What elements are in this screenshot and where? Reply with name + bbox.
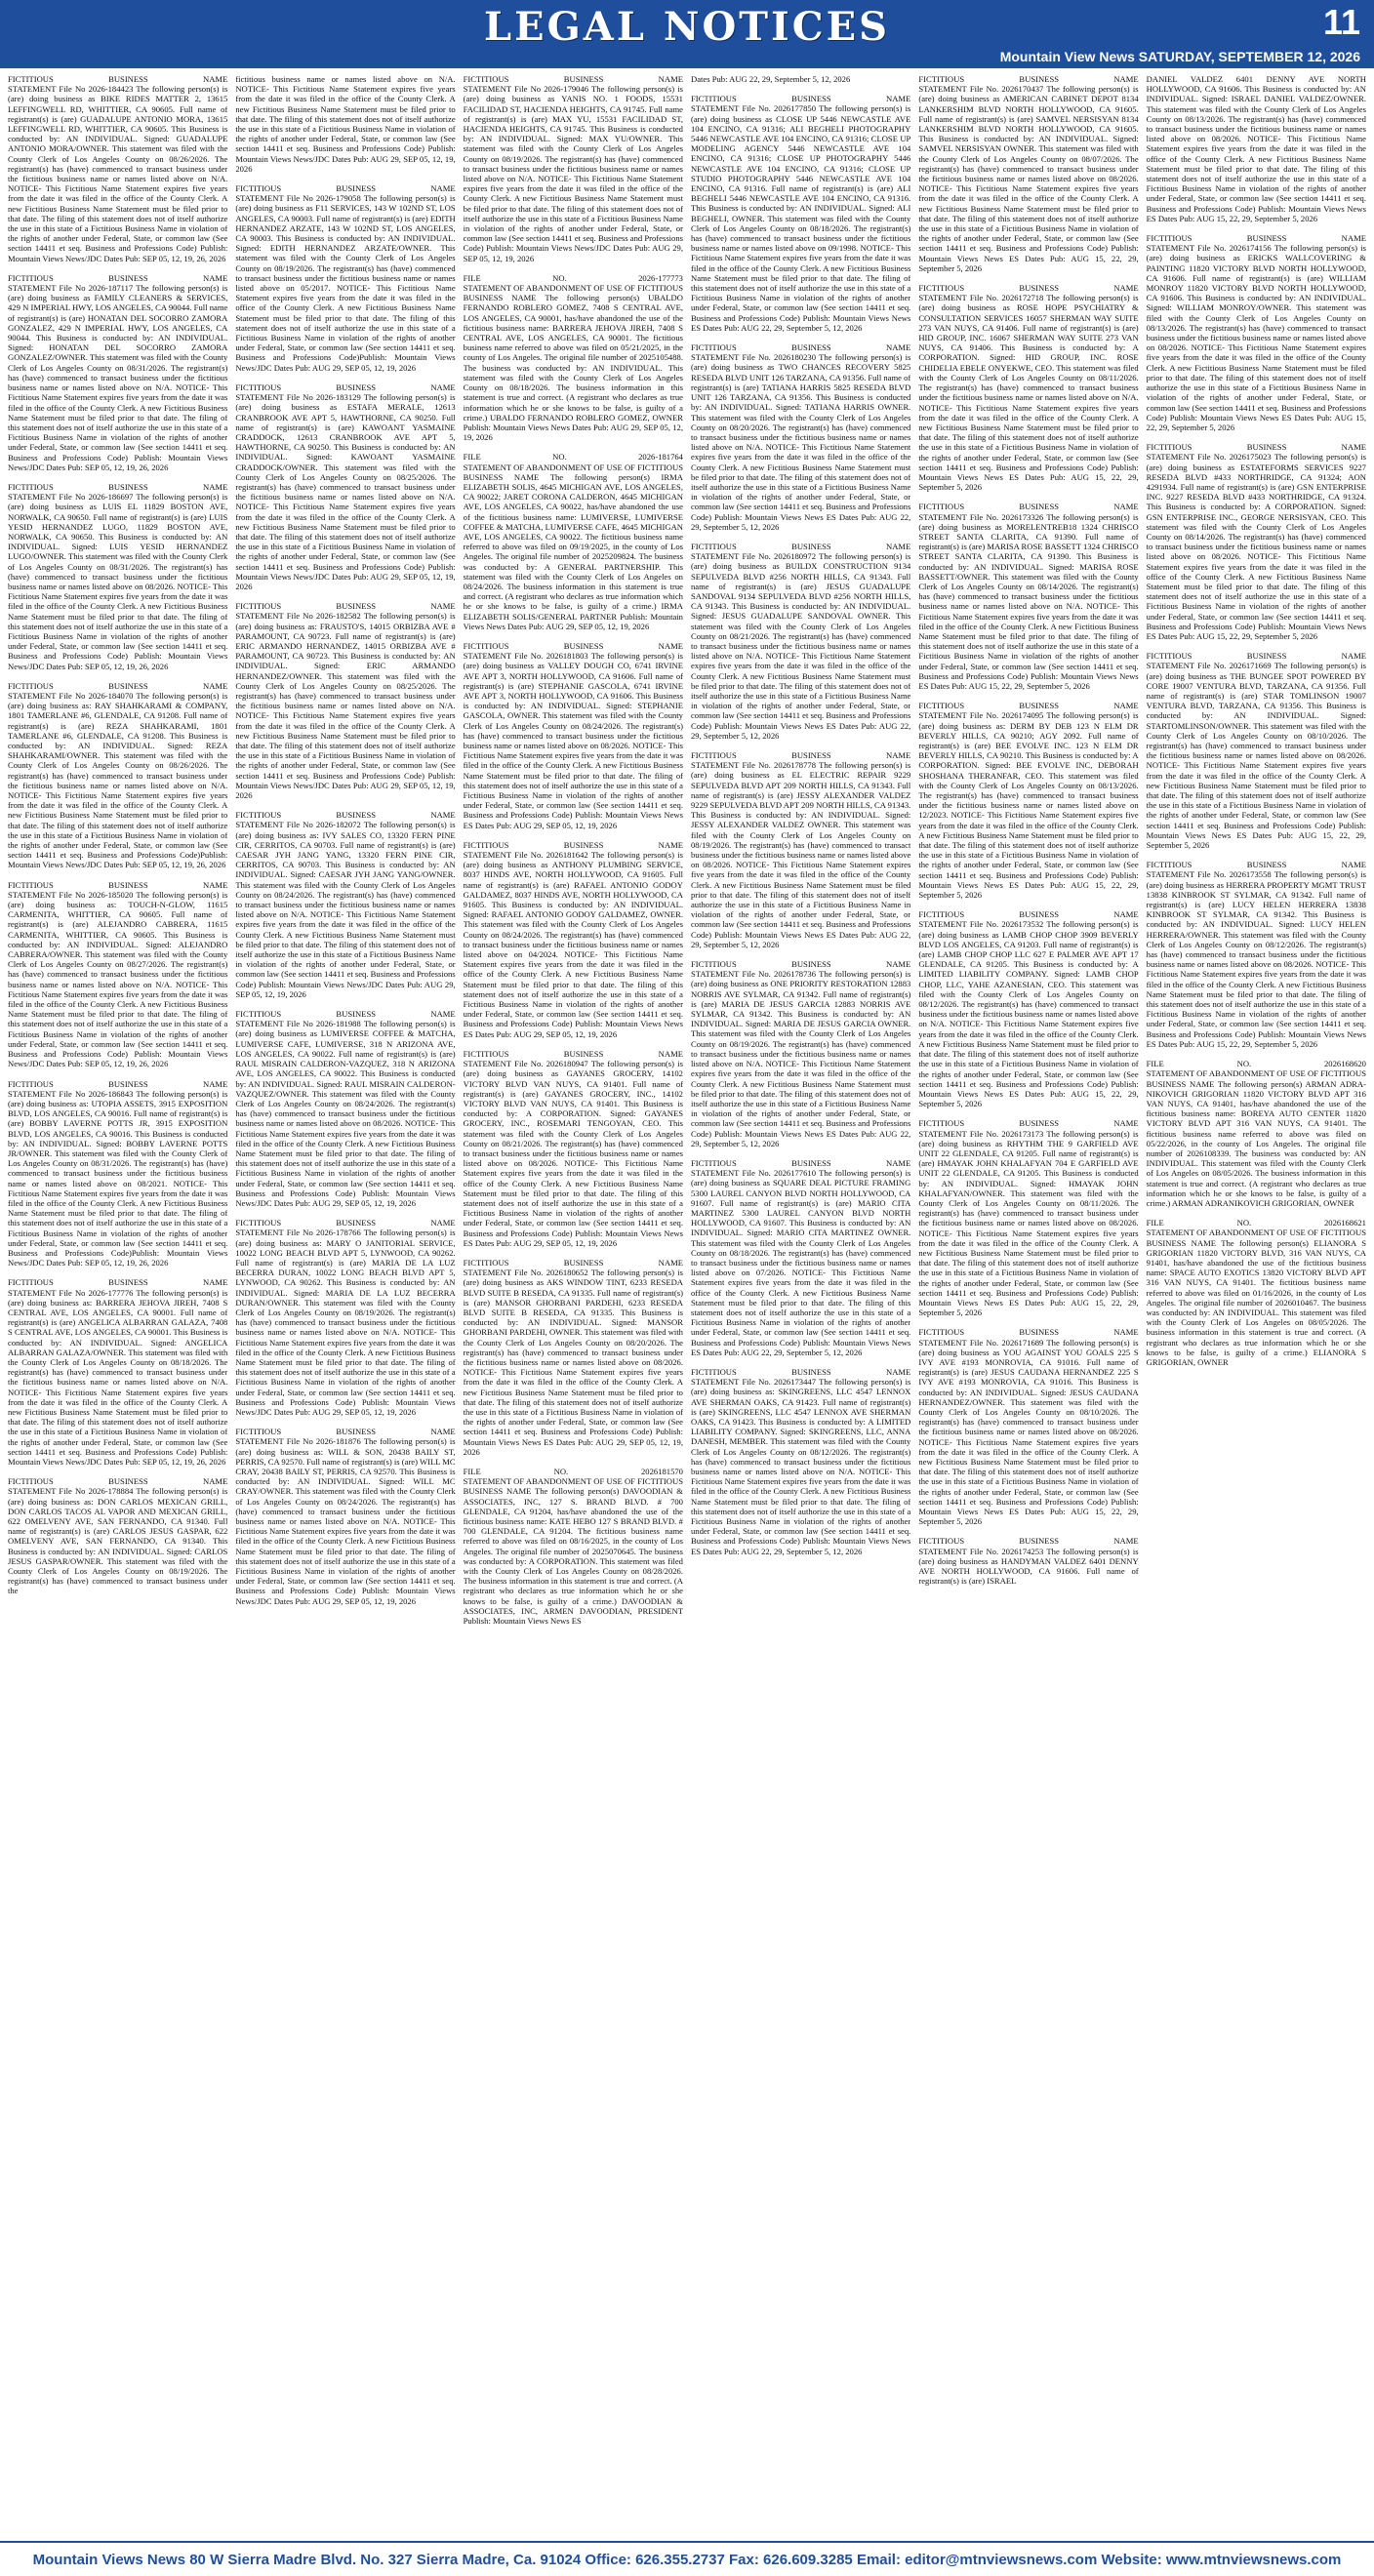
- notice-body: STATEMENT OF ABANDONMENT OF USE OF FICTITIOUS BUSINESS NAME The following person(s) IRMA ELIZABETH SOLIS, 4645 MICHIGAN AVE, LOS ANGELES, CA 90022; JARET CORONA CALDERON, 4645 MICHIGAN AVE, LOS ANGELES, CA 90022, has/have abandoned the use of the fictitious business name: LUMIVERSE, LUMIVERSE COFFEE & MATCHA, LUMIVERSE CAFE, 4645 MICHIGAN AVE, LOS ANGELES, CA 90022. The fictitious business name referred to above was filed on 09/19/2025, in the county of Los Angeles. The original file number of 2025209824. The business was conducted by: A GENERAL PARTNERSHIP. This statement was filed with the County Clerk of Los Angeles on 08/24/2026. The business information in this statement is true and correct. (A registrant who declares as true information which he or she knows to be false, is guilty of a crime.) IRMA ELIZABETH SOLIS/GENERAL PARTNER Publish: Mountain Views News Dates Pub: AUG 29, SEP 05, 12, 19, 2026: [463, 462, 683, 631]
- notice-body: STATEMENT File No. 2026174156 The following person(s) is (are) doing business as ERICKS WALLCOVERING & PAINTING 11820 VICTORY BLVD NORTH HOLLYWOOD, CA 91606. Full name of registrant(s) is (are) WILLIAM MONROY 11820 VICTORY BLVD NORTH HOLLYWOOD, CA 91606. This Business is conducted by: AN INDIVIDUAL. Signed: WILLIAM MONROY/OWNER. This statement was filed with the County Clerk of Los Angeles County on 08/13/2026. The registrant(s) has (have) commenced to transact business under the fictitious business name or names listed above on 08/2026. NOTICE- This Fictitious Name Statement expires five years from the date it was filed in the office of the County Clerk. A new Fictitious Business Name Statement must be filed prior to that date. The filing of this statement does not of itself authorize the use in this state of a Fictitious Business Name in violation of the rights of another under Federal, State, or common law (See section 14411 et seq. Business and Professions Code) Publish: Mountain Views News ES Dates Pub: AUG 15, 22, 29, September 5, 2026: [1146, 243, 1366, 432]
- masthead: [0, 0, 1374, 68]
- notice-body: STATEMENT File No. 2026181803 The following person(s) is (are) doing business as VALLEY DOUGH CO, 6741 IRVINE AVE APT 3, NORTH HOLLYWOOD, CA 91606. Full name of registrant(s) is (are) STEPHANIE GASCOLA, 6741 IRVINE AVE APT 3, NORTH HOLLYWOOD, CA 91606. This Business is conducted by: AN INDIVIDUAL. Signed: STEPHANIE GASCOLA, OWNER. This statement was filed with the County Clerk of Los Angeles County on 08/24/2026. The registrant(s) has (have) commenced to transact business under the fictitious business name or names listed above on 08/2026. NOTICE- This Fictitious Name Statement expires five years from the date it was filed in the office of the County Clerk. A new Fictitious Business Name Statement must be filed prior to that date. The filing of this statement does not of itself authorize the use in this state of a Fictitious Business Name in violation of the rights of another under Federal, State, or common law (See section 14411 et seq. Business and Professions Code) Publish: Mountain Views News ES Dates Pub: AUG 29, SEP 05, 12, 19, 2026: [463, 651, 683, 830]
- legal-notice: [8, 74, 227, 263]
- notice-column: [464, 74, 683, 2535]
- legal-notice: [1147, 233, 1366, 432]
- notice-body: STATEMENT File No 2026-184070 The following person(s) is (are) doing business as: RAY SHAHKARAMI & COMPANY, 1801 TAMERLANE #6, GLENDALE, CA 91208. Full name of registrant(s) is (are) REZA SHAHKARAMI, 1801 TAMERLANE #6, GLENDALE, CA 91208. This Business is conducted by: AN INDIVIDUAL. Signed: REZA SHAHKARAMI/OWNER. This statement was filed with the County Clerk of Los Angeles County on 08/26/2026. The registrant(s) has (have) commenced to transact business under the fictitious business name or names listed above on N/A. NOTICE- This Fictitious Name Statement expires five years from the date it was filed in the office of the County Clerk. A new Fictitious Business Name Statement must be filed prior to that date. The filing of this statement does not of itself authorize the use in this state of a Fictitious Business Name in violation of the rights of another under Federal, State, or common law (See section 14411 et seq. Business and Professions Code)Publish: Mountain Views News/JDC Dates Pub: SEP 05, 12, 19, 26, 2026: [8, 690, 228, 870]
- notice-body: STATEMENT File No 2026-185020 The following person(s) is (are) doing business as: TOUCH-N-GLOW, 11615 CARMENITA, WHITTIER, CA 90605. Full name of registrant(s) is (are) ALEJANDRO CABRERA, 11615 CARMENITA, WHITTIER, CA 90605. This Business is conducted by: AN INDIVIDUAL. Signed: ALEJANDRO CABRERA/OWNER. This statement was filed with the County Clerk of Los Angeles County on 08/27/2026. The registrant(s) has (have) commenced to transact business under the fictitious business name or names listed above on N/A. NOTICE- This Fictitious Name Statement expires five years from the date it was filed in the office of the County Clerk. A new Fictitious Business Name Statement must be filed prior to that date. The filing of this statement does not of itself authorize the use in this state of a Fictitious Business Name in violation of the rights of another under Federal, State, or common law (See section 14411 et seq. Business and Professions Code) Publish: Mountain Views News/JDC Dates Pub: SEP 05, 12, 19, 26, 2026: [8, 889, 228, 1069]
- legal-notice: [918, 701, 1138, 900]
- legal-notice: [464, 273, 683, 442]
- notice-body: STATEMENT File No. 2026172718 The following person(s) is (are) doing business as ROSE HOPE PSYCHIATRY & CONSULTATION SERVICES 16057 SHERMAN WAY SUITE 273 VAN NUYS, CA 91406. Full name of registrant(s) is (are) HID GROUP, INC. 16067 SHERMAN WAY SUITE 273 VAN NUYS, CA 91406. This Business is conducted by: A CORPORATION. Signed: HID GROUP, INC. ROSE CHIDELIA EBELE ONYEKWE, CEO. This statement was filed with the County Clerk of Los Angeles County on 08/11/2026. The registrant(s) has (have) commenced to transact business under the fictitious business name or names listed above on N/A. NOTICE- This Fictitious Name Statement expires five years from the date it was filed in the office of the County Clerk. A new Fictitious Business Name Statement must be filed prior to that date. The filing of this statement does not of itself authorize the use in this state of a Fictitious Business Name in violation of the rights of another under Federal, State, or common law (See section 14411 et seq. Business and Professions Code) Publish: Mountain Views News ES Dates Pub: AUG 15, 22, 29, September 5, 2026: [918, 293, 1139, 493]
- notice-body: STATEMENT File No. 2026180652 The following person(s) is (are) doing business as AKS WINDOW TINT, 6233 RESEDA BLVD SUITE B RESEDA, CA 91335. Full name of registrant(s) is (are) MANSOR GHORBANI PARDEHI, 6233 RESEDA BLVD SUITE B RESEDA, CA 91335. This Business is conducted by: AN INDIVIDUAL. Signed: MANSOR GHORBANI PARDEHI, OWNER. This statement was filed with the County Clerk of Los Angeles County on 08/20/2026. The registrant(s) has (have) commenced to transact business under the fictitious business name or names listed above on 08/2026. NOTICE- This Fictitious Name Statement expires five years from the date it was filed in the office of the County Clerk. A new Fictitious Business Name Statement must be filed prior to that date. The filing of this statement does not of itself authorize the use in this state of a Fictitious Business Name in violation of the rights of another under Federal, State, or common law (See section 14411 et seq. Business and Professions Code) Publish: Mountain Views News ES Dates Pub: AUG 29, SEP 05, 12, 19, 2026: [463, 1268, 683, 1457]
- notice-body: STATEMENT File No. 2026173558 The following person(s) is (are) doing business as HERRERA PROPERTY MGMT TRUST 13838 KINBROOK ST SYLMAR, CA 91342. Full name of registrant(s) is (are) LUCY HELEN HERRERA 13838 KINBROOK ST SYLMAR, CA 91342. This Business is conducted by: AN INDIVIDUAL. Signed: LUCY HELEN HERRERA/OWNER. This statement was filed with the County Clerk of Los Angeles County on 08/12/2026. The registrant(s) has (have) commenced to transact business under the fictitious business name or names listed above on 08/2026. NOTICE- This Fictitious Name Statement expires five years from the date it was filed in the office of the County Clerk. A new Fictitious Business Name Statement must be filed prior to that date. The filing of this statement does not of itself authorize the use in this state of a Fictitious Business Name in violation of the rights of another under Federal, State, or common law (See section 14411 et seq. Business and Professions Code) Publish: Mountain Views News ES Dates Pub: AUG 15, 22, 29, September 5, 2026: [1146, 869, 1366, 1049]
- notice-heading: FILE NO. 2026181570: [463, 1467, 683, 1477]
- notice-body: STATEMENT File No. 2026170437 The following person(s) is (are) doing business as AMERICAN CABINET DEPOT 8134 LANKERSHIM BLVD NORTH HOLLYWOOD, CA 91605. Full name of registrant(s) is (are) SAMVEL NERSISYAN 8134 LANKERSHIM BLVD NORTH HOLLYWOOD, CA 91605. This Business is conducted by: AN INDIVIDUAL. Signed: SAMVEL NERSISYAN OWNER. This statement was filed with the County Clerk of Los Angeles County on 08/07/2026. The registrant(s) has (have) commenced to transact business under the fictitious business name or names listed above on 08/2026. NOTICE- This Fictitious Name Statement expires five years from the date it was filed in the office of the County Clerk. A new Fictitious Business Name Statement must be filed prior to that date. The filing of this statement does not of itself authorize the use in this state of a Fictitious Business Name in violation of the rights of another under Federal, State, or common law (See section 14411 et seq. Business and Professions Code) Publish: Mountain Views News ES Dates Pub: AUG 15, 22, 29, September 5, 2026: [918, 84, 1139, 273]
- notice-body: STATEMENT File No. 2026175023 The following person(s) is (are) doing business as ESTATEFORMS SERVICES 9227 RESEDA BLVD #433 NORTHRIDGE, CA 91324; AON 4291934. Full name of registrant(s) is (are) GSN ENTERPRISE INC. 9227 RESEDA BLVD #433 NORTHRIDGE, CA 91324. This Business is conducted by: A CORPORATION. Signed: GSN ENTERPRISE INC., GEORGE NERSISYAN, CEO. This statement was filed with the County Clerk of Los Angeles County on 08/14/2026. The registrant(s) has (have) commenced to transact business under the fictitious business name or names listed above on 08/2026. NOTICE- This Fictitious Name Statement expires five years from the date it was filed in the office of the County Clerk. A new Fictitious Business Name Statement must be filed prior to that date. The filing of this statement does not of itself authorize the use in this state of a Fictitious Business Name in violation of the rights of another under Federal, State, or common law (See section 14411 et seq. Business and Professions Code) Publish: Mountain Views News ES Dates Pub: AUG 15, 22, 29, September 5, 2026: [1146, 452, 1366, 641]
- legal-notice: [8, 273, 227, 472]
- notice-heading: FICTITIOUS BUSINESS NAME: [690, 94, 911, 104]
- notice-body: STATEMENT File No. 2026180972 The following person(s) is (are) doing business as BUILDX CONSTRUCTION 9134 SEPULVEDA BLVD #256 NORTH HILLS, CA 91343. Full name of registrant(s) is (are) JESUS GUADALUPE SANDOVAL 9134 SEPULVEDA BLVD #256 NORTH HILLS, CA 91343. This Business is conducted by: AN INDIVIDUAL. Signed: JESUS GUADALUPE SANDOVAL OWNER. This statement was filed with the County Clerk of Los Angeles County on 08/21/2026. The registrant(s) has (have) commenced to transact business under the fictitious business name or names listed above on N/A. NOTICE- This Fictitious Name Statement expires five years from the date it was filed in the office of the County Clerk. A new Fictitious Business Name Statement must be filed prior to that date. The filing of this statement does not of itself authorize the use in this state of a Fictitious Business Name in violation of the rights of another under Federal, State, or common law (See section 14411 et seq. Business and Professions Code) Publish: Mountain Views News ES Dates Pub: AUG 22, 29, September 5, 12, 2026: [690, 551, 911, 741]
- legal-notice: [235, 74, 455, 174]
- notice-heading: FICTITIOUS BUSINESS NAME: [918, 502, 1139, 512]
- legal-notice: [8, 1277, 227, 1467]
- legal-notice: [8, 880, 227, 1069]
- notice-body: fictitious business name or names listed above on N/A. NOTICE- This Fictitious Name Statement expires five years from the date it was filed in the office of the County Clerk. A new Fictitious Business Name Statement must be filed prior to that date. The filing of this statement does not of itself authorize the use in this state of a Fictitious Business Name in violation of the rights of another under Federal, State, or common law (See section 14411 et seq. Business and Professions Code) Publish: Mountain Views News/JDC Dates Pub: AUG 29, SEP 05, 12, 19, 2026: [235, 74, 456, 174]
- notice-body: STATEMENT File No. 2026174253 The following person(s) is (are) doing business as HANDYMAN VALDEZ 6401 DENNY AVE NORTH HOLLYWOOD, CA 91606. Full name of registrant(s) is (are) ISRAEL: [918, 1546, 1139, 1587]
- notice-column: [691, 74, 910, 2535]
- legal-notice: [464, 840, 683, 1039]
- notice-body: STATEMENT File No. 2026173173 The following person(s) is (are) doing business as RHYTHM THE 9 GARFIELD AVE UNIT 22 GLENDALE, CA 91205. Full name of registrant(s) is (are) HMAYAK JOHN KHALAFYAN 704 E GARFIELD AVE UNIT 22 GLENDALE, CA 91205. This Business is conducted by: AN INDIVIDUAL. Signed: HMAYAK JOHN KHALAFYAN/OWNER. This statement was filed with the County Clerk of Los Angeles County on 08/11/2026. The registrant(s) has (have) commenced to transact business under the fictitious business name or names listed above on 08/2026. NOTICE- This Fictitious Name Statement expires five years from the date it was filed in the office of the County Clerk. A new Fictitious Business Name Statement must be filed prior to that date. The filing of this statement does not of itself authorize the use in this state of a Fictitious Business Name in violation of the rights of another under Federal, State, or common law (See section 14411 et seq. Business and Professions Code) Publish: Mountain Views News ES Dates Pub: AUG 15, 22, 29, September 5, 2026: [918, 1128, 1139, 1318]
- notice-body: STATEMENT File No 2026-187117 The following person(s) is (are) doing business as FAMILY CLEANERS & SERVICES, 429 N IMPERIAL HWY, LOS ANGELES, CA 90044. Full name of registrant(s) is (are) HONATAN DEL SOCORRO ZAMORA GONZALEZ, 429 N IMPERIAL HWY, LOS ANGELES, CA 90044. This Business is conducted by: AN INDIVIDUAL. Signed: HONATAN DEL SOCORRO ZAMORA GONZALEZ/OWNER. This statement was filed with the County Clerk of Los Angeles County on 08/31/2026. The registrant(s) has (have) commenced to transact business under the fictitious business name or names listed above on N/A. NOTICE- This Fictitious Name Statement expires five years from the date it was filed in the office of the County Clerk. A new Fictitious Business Name Statement must be filed prior to that date. The filing of this statement does not of itself authorize the use in this state of a Fictitious Business Name in violation of the rights of another under Federal, State, or common law (See section 14411 et seq. Business and Professions Code) Publish: Mountain Views News/JDC Dates Pub: SEP 05, 12, 19, 26, 2026: [8, 283, 228, 472]
- notice-heading: FICTITIOUS BUSINESS NAME: [235, 601, 456, 612]
- legal-notice: [1147, 1218, 1366, 1367]
- notice-body: STATEMENT File No. 2026171669 The following person(s) is (are) doing business as THE BUNGEE SPOT POWERED BY CORE 19007 VENTURA BLVD, TARZANA, CA 91356. Full name of registrant(s) is (are) STAR TOMLINSON 19007 VENTURA BLVD, TARZANA, CA 91356. This Business is conducted by: AN INDIVIDUAL. Signed: STARTOMLINSON/OWNER. This statement was filed with the County Clerk of Los Angeles County on 08/10/2026. The registrant(s) has (have) commenced to transact business under the fictitious business name or names listed above on 08/2026. NOTICE- This Fictitious Name Statement expires five years from the date it was filed in the office of the County Clerk. A new Fictitious Business Name Statement must be filed prior to that date. The filing of this statement does not of itself authorize the use in this state of a Fictitious Business Name in violation of the rights of another under Federal, State, or common law (See section 14411 et seq. Business and Professions Code) Publish: Mountain Views News ES Dates Pub: AUG 15, 22, 29, September 5, 2026: [1146, 661, 1366, 851]
- notice-body: STATEMENT OF ABANDONMENT OF USE OF FICTITIOUS BUSINESS NAME The following person(s) ELIANORA S GRIGORIAN 11820 VICTORY BLVD, 316 VAN NUYS, CA 91401, has/have abandoned the use of the fictitious business name: SPACE AUTO EXOTICS 13820 VICTORY BLVD APT 316 VAN NUYS, CA 91401. The fictitious business name referred to above was filed on 01/16/2026, in the county of Los Angeles. The original file number of 2026010467. The business was conducted by: AN INDIVIDUAL. This statement was filed with the County Clerk of Los Angeles on 08/05/2026. The business information in this statement is true and correct. (A registrant who declares as true information which he or she knows to be false, is guilty of a crime.) ELIANORA S GRIGORIAN, OWNER: [1146, 1228, 1366, 1367]
- legal-notice: [464, 74, 683, 263]
- notice-column: [1147, 74, 1366, 2535]
- notice-heading: FILE NO. 2026168620: [1146, 1059, 1366, 1069]
- legal-notice: [235, 1218, 455, 1417]
- legal-notice: [1147, 651, 1366, 850]
- notice-body: STATEMENT File No 2026-186843 The following person(s) is (are) doing business as: UTOPIA ASSETS, 3915 EXPOSITION BLVD, LOS ANGELES, CA 90016. Full name of registrant(s) is (are) BOBBY LAVERNE POTTS JR, 3915 EXPOSITION BLVD, LOS ANGELES, CA 90016. This Business is conducted by: AN INDIVIDUAL. Signed: BOBBY LAVERNE POTTS JR/OWNER. This statement was filed with the County Clerk of Los Angeles County on 08/31/2026. The registrant(s) has (have) commenced to transact business under the fictitious business name or names listed above on 08/2021. NOTICE- This Fictitious Name Statement expires five years from the date it was filed in the office of the County Clerk. A new Fictitious Business Name Statement must be filed prior to that date. The filing of this statement does not of itself authorize the use in this state of a Fictitious Business Name in violation of the rights of another under Federal, State, or common law (See section 14411 et seq. Business and Professions Code)Publish: Mountain Views News/JDC Dates Pub: SEP 05, 12, 19, 26, 2026: [8, 1088, 228, 1268]
- notice-body: STATEMENT File No 2026-184423 The following person(s) is (are) doing business as BIKE RIDES MATTER 2, 13615 LEFFINGWELL RD, WHITTIER, CA 90605. Full name of registrant(s) is (are) GUADALUPE ANTONIO MORA, 13615 LEFFINGWELL RD, WHITTIER, CA 90605. This Business is conducted by: AN INDIVIDUAL. Signed: GUADALUPE ANTONIO MORA/OWNER. This statement was filed with the County Clerk of Los Angeles County on 08/26/2026. The registrant(s) has (have) commenced to transact business under the fictitious business name or names listed above on N/A. NOTICE- This Fictitious Name Statement expires five years from the date it was filed in the office of the County Clerk. A new Fictitious Business Name Statement must be filed prior to that date. The filing of this statement does not of itself authorize the use in this state of a Fictitious Business Name in violation of the rights of another under Federal, State, or common law (See section 14411 et seq. Business and Professions Code) Publish: Mountain Views News/JDC Dates Pub: SEP 05, 12, 19, 26, 2026: [8, 84, 228, 263]
- notice-heading: FICTITIOUS BUSINESS NAME: [235, 382, 456, 392]
- notice-body: STATEMENT File No. 2026177850 The following person(s) is (are) doing business as CLOSE UP 5446 NEWCASTLE AVE 104 ENCINO, CA 91316; ALI BEGHELI PHOTOGRAPHY 5446 NEWCASTLE AVE 104 ENCINO, CA 91316; CLOSE UP MODELING AGENCY 5446 NEWCASTLE AVE 104 ENCINO, CA 91316; CLOSE UP PHOTOGRAPHY 5446 NEWCASTLE AVE 104 ENCINO, CA 91316; CLOSE UP STUDIO PHOTOGRAPHY 5446 NEWCASTLE AVE 104 ENCINO, CA 91316. Full name of registrant(s) is (are) ALI BEGHELI 5446 NEWCASTLE AVE 104 ENCINO, CA 91316. This Business is conducted by: AN INDIVIDUAL. Signed: ALI BEGHELI, OWNER. This statement was filed with the County Clerk of Los Angeles County on 08/18/2026. The registrant(s) has (have) commenced to transact business under the fictitious business name or names listed above on 09/1998. NOTICE- This Fictitious Name Statement expires five years from the date it was filed in the office of the County Clerk. A new Fictitious Business Name Statement must be filed prior to that date. The filing of this statement does not of itself authorize the use in this state of a Fictitious Business Name in violation of the rights of another under Federal, State, or common law (See section 14411 et seq. Business and Professions Code) Publish: Mountain Views News ES Dates Pub: AUG 22, 29, September 5, 12, 2026: [690, 103, 911, 333]
- notice-column: [235, 74, 455, 2535]
- notice-heading: FICTITIOUS BUSINESS NAME: [1146, 233, 1366, 244]
- notice-heading: FICTITIOUS BUSINESS NAME: [8, 680, 228, 691]
- legal-notice: [235, 810, 455, 999]
- legal-notice: [918, 502, 1138, 691]
- notice-heading: FICTITIOUS BUSINESS NAME: [8, 1476, 228, 1487]
- legal-notice: [1147, 860, 1366, 1049]
- notice-body: STATEMENT File No 2026-177776 The following person(s) is (are) doing business as: BARRERA JEHOVA JIREH, 7408 S CENTRAL AVE, LOS ANGELES, CA 90001. Full name of registrant(s) is (are) ANGELICA ALBARRAN GALAZA, 7408 S CENTRAL AVE, LOS ANGELES, CA 90001. This Business is conducted by: AN INDIVIDUAL. Signed: ANGELICA ALBARRAN GALAZA/OWNER. This statement was filed with the County Clerk of Los Angeles County on 08/18/2026. The registrant(s) has (have) commenced to transact business under the fictitious business name or names listed above on N/A. NOTICE- This Fictitious Name Statement expires five years from the date it was filed in the office of the County Clerk. A new Fictitious Business Name Statement must be filed prior to that date. The filing of this statement does not of itself authorize the use in this state of a Fictitious Business Name in violation of the rights of another under Federal, State, or common law (See section 14411 et seq. Business and Professions Code) Publish: Mountain Views News/JDC Dates Pub: SEP 05, 12, 19, 26, 2026: [8, 1287, 228, 1468]
- legal-notice: [1147, 442, 1366, 641]
- notice-columns: [8, 74, 1366, 2535]
- masthead-dateline: Mountain View News SATURDAY, SEPTEMBER 12, 2026: [999, 49, 1360, 64]
- notice-body: STATEMENT File No. 2026178736 The following person(s) is (are) doing business as ONE PRIORITY RESTORATION 12883 NORRIS AVE SYLMAR, CA 91342. Full name of registrant(s) is (are) MARIA DE JESUS GARCIA 12883 NORRIS AVE SYLMAR, CA 91342. This Business is conducted by: AN INDIVIDUAL. Signed: MARIA DE JESUS GARCIA OWNER. This statement was filed with the County Clerk of Los Angeles County on 08/19/2026. The registrant(s) has (have) commenced to transact business under the fictitious business name or names listed above on N/A. NOTICE- This Fictitious Name Statement expires five years from the date it was filed in the office of the County Clerk. A new Fictitious Business Name Statement must be filed prior to that date. The filing of this statement does not of itself authorize the use in this state of a Fictitious Business Name in violation of the rights of another under Federal, State, or common law (See section 14411 et seq. Business and Professions Code) Publish: Mountain Views News ES Dates Pub: AUG 22, 29, September 5, 12, 2026: [690, 969, 911, 1148]
- notice-heading: FICTITIOUS BUSINESS NAME: [690, 959, 911, 970]
- legal-notice: [918, 1118, 1138, 1317]
- notice-heading: FICTITIOUS BUSINESS NAME: [235, 1009, 456, 1020]
- legal-notice: [691, 74, 910, 84]
- notice-body: STATEMENT File No 2026-178884 The following person(s) is (are) doing business as: DON CARLOS MEXICAN GRILL, DON CARLOS TACOS AL VAPOR AND MEXICAN GRILL, 622 OMELVENY AVE, SAN FERNANDO, CA 91340. Full name of registrant(s) is (are) CARLOS JESUS GASPAR, 622 OMELVENY AVE, SAN FERNANDO, CA 91340. This Business is conducted by: AN INDIVIDUAL. Signed: CARLOS JESUS GASPAR/OWNER. This statement was filed with the County Clerk of Los Angeles County on 08/19/2026. The registrant(s) has (have) commenced to transact business under the: [8, 1486, 228, 1596]
- notice-heading: FICTITIOUS BUSINESS NAME: [690, 1157, 911, 1168]
- legal-notice: [918, 74, 1138, 273]
- legal-notice: [235, 601, 455, 800]
- notice-heading: FICTITIOUS BUSINESS NAME: [918, 701, 1139, 711]
- notice-body: STATEMENT File No 2026-183129 The following person(s) is (are) doing business as ESTAFA MERALE, 12613 CRANBROOK AVE APT 5, HAWTHORNE, CA 90250. Full name of registrant(s) is (are) KAWOANT YASMAINE CRADDOCK, 12613 CRANBROOK AVE APT 5, HAWTHORNE, CA 90250. This Business is conducted by: AN INDIVIDUAL. Signed: KAWOANT YASMAINE CRADDOCK/OWNER. This statement was filed with the County Clerk of Los Angeles County on 08/25/2026. The registrant(s) has (have) commenced to transact business under the fictitious business name or names listed above on N/A. NOTICE- This Fictitious Name Statement expires five years from the date it was filed in the office of the County Clerk. A new Fictitious Business Name Statement must be filed prior to that date. The filing of this statement does not of itself authorize the use in this state of a Fictitious Business Name in violation of the rights of another under Federal, State, or common law (See section 14411 et seq. Business and Professions Code) Publish: Mountain Views News/JDC Dates Pub: AUG 29, SEP 05, 12, 19, 2026: [235, 392, 456, 591]
- legal-notice: [235, 1009, 455, 1208]
- notice-heading: FICTITIOUS BUSINESS NAME: [918, 1327, 1139, 1338]
- notice-heading: FICTITIOUS BUSINESS NAME: [235, 810, 456, 821]
- legal-notice: [235, 382, 455, 591]
- notice-heading: FICTITIOUS BUSINESS NAME: [690, 1366, 911, 1377]
- legal-notice: [691, 94, 910, 333]
- notice-body: STATEMENT File No. 2026173532 The following person(s) is (are) doing business as LAMB CHOP CHOP 3909 BEVERLY BLVD LOS ANGELES, CA 91203. Full name of registrant(s) is (are) LAMB CHOP CHOP LLC 627 E PALMER AVE APT 17 GLENDALE, CA 91205. This Business is conducted by: A LIMITED LIABILITY COMPANY. Signed: LAMB CHOP CHOP, LLC, YAHE AZANESIAN, CEO. This statement was filed with the County Clerk of Los Angeles County on 08/12/2026. The registrant(s) has (have) commenced to transact business under the fictitious business name or names listed above on N/A. NOTICE- This Fictitious Name Statement expires five years from the date it was filed in the office of the County Clerk. A new Fictitious Business Name Statement must be filed prior to that date. The filing of this statement does not of itself authorize the use in this state of a Fictitious Business Name in violation of the rights of another under Federal, State, or common law (See section 14411 et seq. Business and Professions Code) Publish: Mountain Views News ES Dates Pub: AUG 15, 22, 29, September 5, 2026: [918, 919, 1139, 1109]
- notice-heading: FILE NO. 2026-181764: [463, 452, 683, 463]
- notice-body: STATEMENT File No 2026-178766 The following person(s) is (are) doing business as: MARY O JANITORIAL SERVICE, 10022 LONG BEACH BLVD APT 5, LYNWOOD, CA 90262. Full name of registrant(s) is (are) MARIA DE LA LUZ BECERRA DURAN, 10022 LONG BEACH BLVD APT 5, LYNWOOD, CA 90262. This Business is conducted by: AN INDIVIDUAL. Signed: MARIA DE LA LUZ BECERRA DURAN/OWNER. This statement was filed with the County Clerk of Los Angeles County on 08/19/2026. The registrant(s) has (have) commenced to transact business under the fictitious business name or names listed above on N/A. NOTICE- This Fictitious Name Statement expires five years from the date it was filed in the office of the County Clerk. A new Fictitious Business Name Statement must be filed prior to that date. The filing of this statement does not of itself authorize the use in this state of a Fictitious Business Name in violation of the rights of another under Federal, State, or common law (See section 14411 et seq. Business and Professions Code) Publish: Mountain Views News/JDC Dates Pub: AUG 29, SEP 05, 12, 19, 2026: [235, 1228, 456, 1417]
- legal-notice: [464, 641, 683, 830]
- notice-body: Dates Pub: AUG 22, 29, September 5, 12, 2026: [690, 74, 851, 84]
- notice-heading: FICTITIOUS BUSINESS NAME: [1146, 860, 1366, 870]
- notice-heading: FICTITIOUS BUSINESS NAME: [8, 879, 228, 890]
- page-number: 11: [1322, 2, 1360, 42]
- legal-notice: [235, 1427, 455, 1606]
- notice-heading: FICTITIOUS BUSINESS NAME: [235, 1427, 456, 1437]
- notice-body: STATEMENT File No. 2026171689 The following person(s) is (are) doing business as YOU AGAINST YOU GOALS 225 S IVY AVE #193 MONROVIA, CA 91016. Full name of registrant(s) is (are) JESUS CAUDANA HERNANDEZ 225 S IVY AVE #193 MONROVIA, CA 91016. This Business is conducted by: AN INDIVIDUAL. Signed: JESUS CAUDANA HERNANDEZ/OWNER. This statement was filed with the County Clerk of Los Angeles County on 08/10/2026. The registrant(s) has (have) commenced to transact business under the fictitious business name or names listed above on 08/2026. NOTICE- This Fictitious Name Statement expires five years from the date it was filed in the office of the County Clerk. A new Fictitious Business Name Statement must be filed prior to that date. The filing of this statement does not of itself authorize the use in this state of a Fictitious Business Name in violation of the rights of another under Federal, State, or common law (See section 14411 et seq. Business and Professions Code) Publish: Mountain Views News ES Dates Pub: AUG 15, 22, 29, September 5, 2026: [918, 1337, 1139, 1527]
- notice-body: STATEMENT File No 2026-181876 The following person(s) is (are) doing business as: WILL & SON, 20438 BAILY ST, PERRIS, CA 92570. Full name of registrant(s) is (are) WILL MC CRAY, 20438 BAILY ST, PERRIS, CA 92570. This Business is conducted by: AN INDIVIDUAL. Signed: WILL MC CRAY/OWNER. This statement was filed with the County Clerk of Los Angeles County on 08/24/2026. The registrant(s) has (have) commenced to transact business under the fictitious business name or names listed above on N/A. NOTICE- This Fictitious Name Statement expires five years from the date it was filed in the office of the County Clerk. A new Fictitious Business Name Statement must be filed prior to that date. The filing of this statement does not of itself authorize the use in this state of a Fictitious Business Name in violation of the rights of another under Federal, State, or common law (See section 14411 et seq. Business and Professions Code) Publish: Mountain Views News/JDC Dates Pub: AUG 29, SEP 05, 12, 19, 2026: [235, 1436, 456, 1606]
- legal-notice: [691, 750, 910, 949]
- legal-notice: [464, 452, 683, 631]
- notice-heading: FICTITIOUS BUSINESS NAME: [918, 1118, 1139, 1129]
- notice-body: STATEMENT File No. 2026180947 The following person(s) is (are) doing business as GAYANES GROCERY, 14102 VICTORY BLVD VAN NUYS, CA 91401. Full name of registrant(s) is (are) GAYANES GROCERY, INC., 14102 VICTORY BLVD VAN NUYS, CA 91401. This Business is conducted by: A CORPORATION. Signed: GAYANES GROCERY, INC., ROSEMARI TENGOYAN, CEO. This statement was filed with the County Clerk of Los Angeles County on 08/21/2026. The registrant(s) has (have) commenced to transact business under the fictitious business name or names listed above on 08/2026. NOTICE- This Fictitious Name Statement expires five years from the date it was filed in the office of the County Clerk. A new Fictitious Business Name Statement must be filed prior to that date. The filing of this statement does not of itself authorize the use in this state of a Fictitious Business Name in violation of the rights of another under Federal, State, or common law (See section 14411 et seq. Business and Professions Code) Publish: Mountain Views News ES Dates Pub: AUG 29, SEP 05, 12, 19, 2026: [463, 1059, 683, 1248]
- notice-body: STATEMENT File No. 2026178778 The following person(s) is (are) doing business as EL ELECTRIC REPAIR 9229 SEPULVEDA BLVD APT 209 NORTH HILLS, CA 91343. Full name of registrant(s) is (are) JESSY ALEXANDER VALDEZ 9229 SEPULVEDA BLVD APT 209 NORTH HILLS, CA 91343. This Business is conducted by: AN INDIVIDUAL. Signed: JESSY ALEXANDER VALDEZ OWNER. This statement was filed with the County Clerk of Los Angeles County on 08/19/2026. The registrant(s) has (have) commenced to transact business under the fictitious business name or names listed above on 08/2026. NOTICE- This Fictitious Name Statement expires five years from the date it was filed in the office of the County Clerk. A new Fictitious Business Name Statement must be filed prior to that date. The filing of this statement does not of itself authorize the use in this state of a Fictitious Business Name in violation of the rights of another under Federal, State, or common law (See section 14411 et seq. Business and Professions Code) Publish: Mountain Views News ES Dates Pub: AUG 22, 29, September 5, 12, 2026: [690, 760, 911, 949]
- notice-column: [8, 74, 227, 2535]
- notice-heading: FICTITIOUS BUSINESS NAME: [8, 1277, 228, 1288]
- notice-body: STATEMENT File No 2026-182582 The following person(s) is (are) doing business as: FRAUSTO'S, 14015 ORBIZBA AVE # PARAMOUNT, CA 90723. Full name of registrant(s) is (are) ERIC ARMANDO HERNANDEZ, 14015 ORBIZBA AVE # PARAMOUNT, CA 90723. This Business is conducted by: AN INDIVIDUAL. Signed: ERIC ARMANDO HERNANDEZ/OWNER. This statement was filed with the County Clerk of Los Angeles County on 08/25/2026. The registrant(s) has (have) commenced to transact business under the fictitious business name or names listed above on N/A. NOTICE- This Fictitious Name Statement expires five years from the date it was filed in the office of the County Clerk. A new Fictitious Business Name Statement must be filed prior to that date. The filing of this statement does not of itself authorize the use in this state of a Fictitious Business Name in violation of the rights of another under Federal, State, or common law (See section 14411 et seq. Business and Professions Code) Publish: Mountain Views News/JDC Dates Pub: AUG 29, SEP 05, 12, 19, 2026: [235, 611, 456, 801]
- legal-notice: [8, 681, 227, 870]
- legal-notice: [691, 1158, 910, 1357]
- notice-heading: FICTITIOUS BUSINESS NAME: [463, 640, 683, 651]
- notice-heading: FICTITIOUS BUSINESS NAME: [8, 272, 228, 283]
- legal-notice: [691, 342, 910, 532]
- notice-heading: FILE NO. 2026-177773: [463, 272, 683, 283]
- notice-heading: FICTITIOUS BUSINESS NAME: [463, 1257, 683, 1268]
- notice-body: DANIEL VALDEZ 6401 DENNY AVE NORTH HOLLYWOOD, CA 91606. This Business is conducted by: AN INDIVIDUAL. Signed: ISRAEL DANIEL VALDEZ/OWNER. This statement was filed with the County Clerk of Los Angeles County on 08/13/2026. The registrant(s) has (have) commenced to transact business under the fictitious business name or names listed above on 08/2026. NOTICE- This Fictitious Name Statement expires five years from the date it was filed in the office of the County Clerk. A new Fictitious Business Name Statement must be filed prior to that date. The filing of this statement does not of itself authorize the use in this state of a Fictitious Business Name in violation of the rights of another under Federal, State, or common law (See section 14411 et seq. Business and Professions Code) Publish: Mountain Views News ES Dates Pub: AUG 15, 22, 29, September 5, 2026: [1146, 74, 1366, 223]
- notice-body: STATEMENT File No. 2026177610 The following person(s) is (are) doing business as SQUARE DEAL PICTURE FRAMING 5300 LAUREL CANYON BLVD NORTH HOLLYWOOD, CA 91607. Full name of registrant(s) is (are) MARIO CITA MARTINEZ 5300 LAUREL CANYON BLVD NORTH HOLLYWOOD, CA 91607. This Business is conducted by: AN INDIVIDUAL. Signed: MARIO CITA MARTINEZ OWNER. This statement was filed with the County Clerk of Los Angeles County on 08/18/2026. The registrant(s) has (have) commenced to transact business under the fictitious business name or names listed above on 07/2026. NOTICE- This Fictitious Name Statement expires five years from the date it was filed in the office of the County Clerk. A new Fictitious Business Name Statement must be filed prior to that date. The filing of this statement does not of itself authorize the use in this state of a Fictitious Business Name in violation of the rights of another under Federal, State, or common law (See section 14411 et seq. Business and Professions Code) Publish: Mountain Views News ES Dates Pub: AUG 22, 29, September 5, 12, 2026: [690, 1168, 911, 1357]
- footer-contact-line: Mountain Views News 80 W Sierra Madre Blvd. No. 327 Sierra Madre, Ca. 91024 Office: 626.355.2737 Fax: 626.609.3285 Email: editor@mtnviewsnews.com Website: www.mtnviewsnews.com: [0, 2541, 1374, 2576]
- legal-notice: [8, 1476, 227, 1595]
- notice-body: STATEMENT OF ABANDONMENT OF USE OF FICTITIOUS BUSINESS NAME The following person(s) UBALDO FERNANDO ROBLERO GOMEZ, 7408 S CENTRAL AVE, LOS ANGELES, CA 90001, has/have abandoned the use of the fictitious business name: BARRERA JEHOVA JIREH, 7408 S CENTRAL AVE, LOS ANGELES, CA 90001. The fictitious business name referred to above was filed on 05/21/2025, in the county of Los Angeles. The original file number of 2025105488. The business was conducted by: AN INDIVIDUAL. This statement was filed with the County Clerk of Los Angeles County on 08/18/2026. The business information in this statement is true and correct. (A registrant who declares as true information which he or she knows to be false, is guilty of a crime.) UBALDO FERNANDO ROBLERO GOMEZ, OWNER Publish: Mountain Views News Dates Pub: AUG 29, SEP 05, 12, 19, 2026: [463, 283, 683, 443]
- notice-column: [918, 74, 1138, 2535]
- legal-notice: [464, 1258, 683, 1457]
- notice-heading: FICTITIOUS BUSINESS NAME: [918, 74, 1139, 84]
- notice-body: STATEMENT File No. 2026180230 The following person(s) is (are) doing business as TWO CHANCES RECOVERY 5825 RESEDA BLVD UNIT 126 TARZANA, CA 91356. Full name of registrant(s) is (are) TATIANA HARRIS 5825 RESEDA BLVD UNIT 126 TARZANA, CA 91356. This Business is conducted by: AN INDIVIDUAL. Signed: TATIANA HARRIS OWNER. This statement was filed with the County Clerk of Los Angeles County on 08/20/2026. The registrant(s) has (have) commenced to transact business under the fictitious business name or names listed above on N/A. NOTICE- This Fictitious Name Statement expires five years from the date it was filed in the office of the County Clerk. A new Fictitious Business Name Statement must be filed prior to that date. The filing of this statement does not of itself authorize the use in this state of a Fictitious Business Name in violation of the rights of another under Federal, State, or common law (See section 14411 et seq. Business and Professions Code) Publish: Mountain Views News ES Dates Pub: AUG 22, 29, September 5, 12, 2026: [690, 352, 911, 532]
- notice-heading: FICTITIOUS BUSINESS NAME: [918, 909, 1139, 920]
- legal-notice: [1147, 74, 1366, 223]
- notice-heading: FICTITIOUS BUSINESS NAME: [1146, 442, 1366, 453]
- notice-heading: FICTITIOUS BUSINESS NAME: [690, 750, 911, 760]
- notice-body: STATEMENT File No 2026-179046 The following person(s) is (are) doing business as YANIS NO. 1 FOODS, 15531 FACILIDAD ST, HACIENDA HEIGHTS, CA 91745. Full name of registrant(s) is (are) MAX YU, 15531 FACILIDAD ST, HACIENDA HEIGHTS, CA 91745. This Business is conducted by: AN INDIVIDUAL. Signed: MAX YU/OWNER. This statement was filed with the County Clerk of Los Angeles County on 08/19/2026. The registrant(s) has (have) commenced to transact business under the fictitious business name or names listed above on N/A. NOTICE- This Fictitious Name Statement expires five years from the date it was filed in the office of the County Clerk. A new Fictitious Business Name Statement must be filed prior to that date. The filing of this statement does not of itself authorize the use in this state of a Fictitious Business Name in violation of the rights of another under Federal, State, or common law (See section 14411 et seq. Business and Professions Code) Publish: Mountain Views News/JDC Dates Pub: AUG 29, SEP 05, 12, 19, 2026: [463, 84, 683, 263]
- notice-heading: FICTITIOUS BUSINESS NAME: [690, 342, 911, 353]
- legal-notice: [918, 909, 1138, 1108]
- notice-body: STATEMENT File No 2026-182072 The following person(s) is (are) doing business as: IVY SALES CO, 13320 FERN PINE CIR, CERRITOS, CA 90703. Full name of registrant(s) is (are) CAESAR JYH JANG YANG, 13320 FERN PINE CIR, CERRITOS, CA 90703. This Business is conducted by: AN INDIVIDUAL. Signed: CAESAR JYH JANG YANG/OWNER. This statement was filed with the County Clerk of Los Angeles County on 08/24/2026. The registrant(s) has (have) commenced to transact business under the fictitious business name or names listed above on N/A. NOTICE- This Fictitious Name Statement expires five years from the date it was filed in the office of the County Clerk. A new Fictitious Business Name Statement must be filed prior to that date. The filing of this statement does not of itself authorize the use in this state of a Fictitious Business Name in violation of the rights of another under Federal, State, or common law (See section 14411 et seq. Business and Professions Code) Publish: Mountain Views News/JDC Dates Pub: AUG 29, SEP 05, 12, 19, 2026: [235, 820, 456, 999]
- notice-body: STATEMENT File No 2026-186697 The following person(s) is (are) doing business as LUIS EL 11829 BOSTON AVE, NORWALK, CA 90650. Full name of registrant(s) is (are) LUIS YESID HERNANDEZ LUGO, 11829 BOSTON AVE, NORWALK, CA 90650. This Business is conducted by: AN INDIVIDUAL. Signed: LUIS YESID HERNANDEZ LUGO/OWNER. This statement was filed with the County Clerk of Los Angeles County on 08/31/2026. The registrant(s) has (have) commenced to transact business under the fictitious business name or names listed above on 08/2026. NOTICE- This Fictitious Name Statement expires five years from the date it was filed in the office of the County Clerk. A new Fictitious Business Name Statement must be filed prior to that date. The filing of this statement does not of itself authorize the use in this state of a Fictitious Business Name in violation of the rights of another under Federal, State, or common law (See section 14411 et seq. Business and Professions Code) Publish: Mountain Views News/JDC Dates Pub: SEP 05, 12, 19, 26, 2026: [8, 492, 228, 671]
- masthead-title: LEGAL NOTICES: [484, 4, 890, 50]
- legal-notice: [8, 1079, 227, 1268]
- legal-notice: [691, 959, 910, 1148]
- notice-heading: FICTITIOUS BUSINESS NAME: [8, 1078, 228, 1089]
- legal-notice: [8, 482, 227, 671]
- notice-body: STATEMENT OF ABANDONMENT OF USE OF FICTITIOUS BUSINESS NAME The following person(s) DAVOODIAN & ASSOCIATES, INC, 127 S. BRAND BLVD. # 700 GLENDALE, CA 91204, has/have abandoned the use of the fictitious business name: KATE HEBO 127 S BRAND BLVD. # 700 GLENDALE, CA 91204. The fictitious business name referred to above was filed on 08/16/2025, in the county of Los Angeles. The original file number of 2025070645. The business was conducted by: A CORPORATION. This statement was filed with the County Clerk of Los Angeles County on 08/28/2026. The business information in this statement is true and correct. (A registrant who declares as true information which he or she knows to be false, is guilty of a crime.) DAVOODIAN & ASSOCIATES, INC, ARMEN DAVOODIAN, PRESIDENT Publish: Mountain Views News ES: [463, 1476, 683, 1627]
- legal-notice: [691, 542, 910, 741]
- notice-body: STATEMENT OF ABANDONMENT OF USE OF FICTITIOUS BUSINESS NAME The following person(s) ARMAN ADRA-NIKOVICH GRIGORIAN 11820 VICTORY BLVD APT 316 VAN NUYS, CA 91401, has/have abandoned the use of the fictitious business name: BOREYA AUTO CENTER 11820 VICTORY BLVD APT 316 VAN NUYS, CA 91401. The fictitious business name referred to above was filed on 05/22/2026, in the county of Los Angeles. The original file number of 2026108339. The business was conducted by: AN INDIVIDUAL. This statement was filed with the County Clerk of Los Angeles on 08/05/2026. The business information in this statement is true and correct. (A registrant who declares as true information which he or she knows to be false, is guilty of a crime.) ARMAN ADRANIKOVICH GRIGORIAN, OWNER: [1146, 1068, 1366, 1208]
- legal-notice: [1147, 1059, 1366, 1208]
- notice-heading: FICTITIOUS BUSINESS NAME: [918, 1536, 1139, 1547]
- notice-heading: FILE NO. 2026168621: [1146, 1218, 1366, 1228]
- legal-notice: [464, 1467, 683, 1626]
- notice-heading: FICTITIOUS BUSINESS NAME: [463, 74, 683, 84]
- notice-heading: FICTITIOUS BUSINESS NAME: [690, 541, 911, 551]
- notice-body: STATEMENT File No. 2026173326 The following person(s) is (are) doing business as MORELENTREB18 1324 CHRISCO STREET SANTA CLARITA, CA 91390. Full name of registrant(s) is (are) MARISA ROSE BASSETT 1324 CHRISCO STREET SANTA CLARITA, CA 91390. This Business is conducted by: AN INDIVIDUAL. Signed: MARISA ROSE BASSETT/OWNER. This statement was filed with the County Clerk of Los Angeles County on 08/14/2026. The registrant(s) has (have) commenced to transact business under the fictitious business name or names listed above on N/A. NOTICE- This Fictitious Name Statement expires five years from the date it was filed in the office of the County Clerk. A new Fictitious Business Name Statement must be filed prior to that date. The filing of this statement does not of itself authorize the use in this state of a Fictitious Business Name in violation of the rights of another under Federal, State, or common law (See section 14411 et seq. Business and Professions Code) Publish: Mountain Views News ES Dates Pub: AUG 15, 22, 29, September 5, 2026: [918, 511, 1139, 691]
- notice-heading: FICTITIOUS BUSINESS NAME: [8, 74, 228, 84]
- notice-body: STATEMENT File No. 2026181642 The following person(s) is (are) doing business as ANTHONY PLUMBING SERVICE, 8037 HINDS AVE, NORTH HOLLYWOOD, CA 91605. Full name of registrant(s) is (are) RAFAEL ANTONIO GODOY GALDAMEZ, 8037 HINDS AVE, NORTH HOLLYWOOD, CA 91605. This Business is conducted by: AN INDIVIDUAL. Signed: RAFAEL ANTONIO GODOY GALDAMEZ, OWNER. This statement was filed with the County Clerk of Los Angeles County on 08/24/2026. The registrant(s) has (have) commenced to transact business under the fictitious business name or names listed above on 04/2024. NOTICE- This Fictitious Name Statement expires five years from the date it was filed in the office of the County Clerk. A new Fictitious Business Name Statement must be filed prior to that date. The filing of this statement does not of itself authorize the use in this state of a Fictitious Business Name in violation of the rights of another under Federal, State, or common law (See section 14411 et seq. Business and Professions Code) Publish: Mountain Views News ES Dates Pub: AUG 29, SEP 05, 12, 19, 2026: [463, 850, 683, 1039]
- notice-heading: FICTITIOUS BUSINESS NAME: [235, 1218, 456, 1228]
- notice-body: STATEMENT File No. 2026174095 The following person(s) is (are) doing business as: DERM BY DEB 123 N ELM DR BEVERLY HILLS, CA 90210; AGY 2092. Full name of registrant(s) is (are) BEE EVOLVE INC. 123 N ELM DR BEVERLY HILLS, CA 90210. This Business is conducted by: A CORPORATION. Signed: BEE EVOLVE INC, DEBORAH SHOSHANA THERANFAR, CEO. This statement was filed with the County Clerk of Los Angeles County on 08/13/2026. The registrant(s) has (have) commenced to transact business under the fictitious business name or names listed above on 12/2023. NOTICE- This Fictitious Name Statement expires five years from the date it was filed in the office of the County Clerk. A new Fictitious Business Name Statement must be filed prior to that date. The filing of this statement does not of itself authorize the use in this state of a Fictitious Business Name in violation of the rights of another under Federal, State, or common law (See section 14411 et seq. Business and Professions Code) Publish: Mountain Views News ES Dates Pub: AUG 15, 22, 29, September 5, 2026: [918, 710, 1139, 901]
- legal-notice: [464, 1049, 683, 1248]
- notice-heading: FICTITIOUS BUSINESS NAME: [1146, 651, 1366, 662]
- legal-notice: [918, 1536, 1138, 1586]
- legal-notice: [918, 1327, 1138, 1526]
- notice-heading: FICTITIOUS BUSINESS NAME: [8, 481, 228, 492]
- legal-notice: [235, 183, 455, 373]
- legal-notice: [691, 1367, 910, 1556]
- notice-body: STATEMENT File No 2026-181988 The following person(s) is (are) doing business as LUMIVERSE COFFEE & MATCHA, LUMIVERSE CAFE, LUMIVERSE, 318 N ARIZONA AVE, LOS ANGELES, CA 90022. Full name of registrant(s) is (are) RAUL MISRAIN CALDERON-VAZQUEZ, 318 N ARIZONA AVE, LOS ANGELES, CA 90022. This Business is conducted by: AN INDIVIDUAL. Signed: RAUL MISRAIN CALDERON-VAZQUEZ/OWNER. This statement was filed with the County Clerk of Los Angeles County on 08/24/2026. The registrant(s) has (have) commenced to transact business under the fictitious business name or names listed above on 08/2026. NOTICE- This Fictitious Name Statement expires five years from the date it was filed in the office of the County Clerk. A new Fictitious Business Name Statement must be filed prior to that date. The filing of this statement does not of itself authorize the use in this state of a Fictitious Business Name in violation of the rights of another under Federal, State, or common law (See section 14411 et seq. Business and Professions Code) Publish: Mountain Views News/JDC Dates Pub: AUG 29, SEP 05, 12, 19, 2026: [235, 1019, 456, 1208]
- notice-body: STATEMENT File No 2026-179058 The following person(s) is (are) doing business as F11 SERVICES, 143 W 102ND ST, LOS ANGELES, CA 90003. Full name of registrant(s) is (are) EDITH HERNANDEZ ARZATE, 143 W 102ND ST, LOS ANGELES, CA 90003. This Business is conducted by: AN INDIVIDUAL. Signed: EDITH HERNANDEZ ARZATE/OWNER. This statement was filed with the County Clerk of Los Angeles County on 08/19/2026. The registrant(s) has (have) commenced to transact business under the fictitious business name or names listed above on 05/2017. NOTICE- This Fictitious Name Statement expires five years from the date it was filed in the office of the County Clerk. A new Fictitious Business Name Statement must be filed prior to that date. The filing of this statement does not of itself authorize the use in this state of a Fictitious Business Name in violation of the rights of another under Federal, State, or common law (See section 14411 et seq. Business and Professions Code)Publish: Mountain Views News/JDC Dates Pub: AUG 29, SEP 05, 12, 19, 2026: [235, 193, 456, 373]
- legal-notice: [918, 283, 1138, 492]
- notice-heading: FICTITIOUS BUSINESS NAME: [918, 283, 1139, 294]
- notice-heading: FICTITIOUS BUSINESS NAME: [463, 839, 683, 850]
- notice-body: STATEMENT File No. 2026173447 The following person(s) is (are) doing business as: SKINGREENS, LLC 4547 LENNOX AVE SHERMAN OAKS, CA 91423. Full name of registrant(s) is (are) SKINGREENS, LLC 4547 LENNOX AVE SHERMAN OAKS, CA 91423. This Business is conducted by: A LIMITED LIABILITY COMPANY. Signed: SKINGREENS, LLC, ANNA DANESH, MEMBER. This statement was filed with the County Clerk of Los Angeles County on 08/12/2026. The registrant(s) has (have) commenced to transact business under the fictitious business name or names listed above on N/A. NOTICE- This Fictitious Name Statement expires five years from the date it was filed in the office of the County Clerk. A new Fictitious Business Name Statement must be filed prior to that date. The filing of this statement does not of itself authorize the use in this state of a Fictitious Business Name in violation of the rights of another under Federal, State, or common law (See section 14411 et seq. Business and Professions Code) Publish: Mountain Views News ES Dates Pub: AUG 22, 29, September 5, 12, 2026: [690, 1377, 911, 1556]
- notice-heading: FICTITIOUS BUSINESS NAME: [463, 1048, 683, 1059]
- notice-heading: FICTITIOUS BUSINESS NAME: [235, 183, 456, 194]
